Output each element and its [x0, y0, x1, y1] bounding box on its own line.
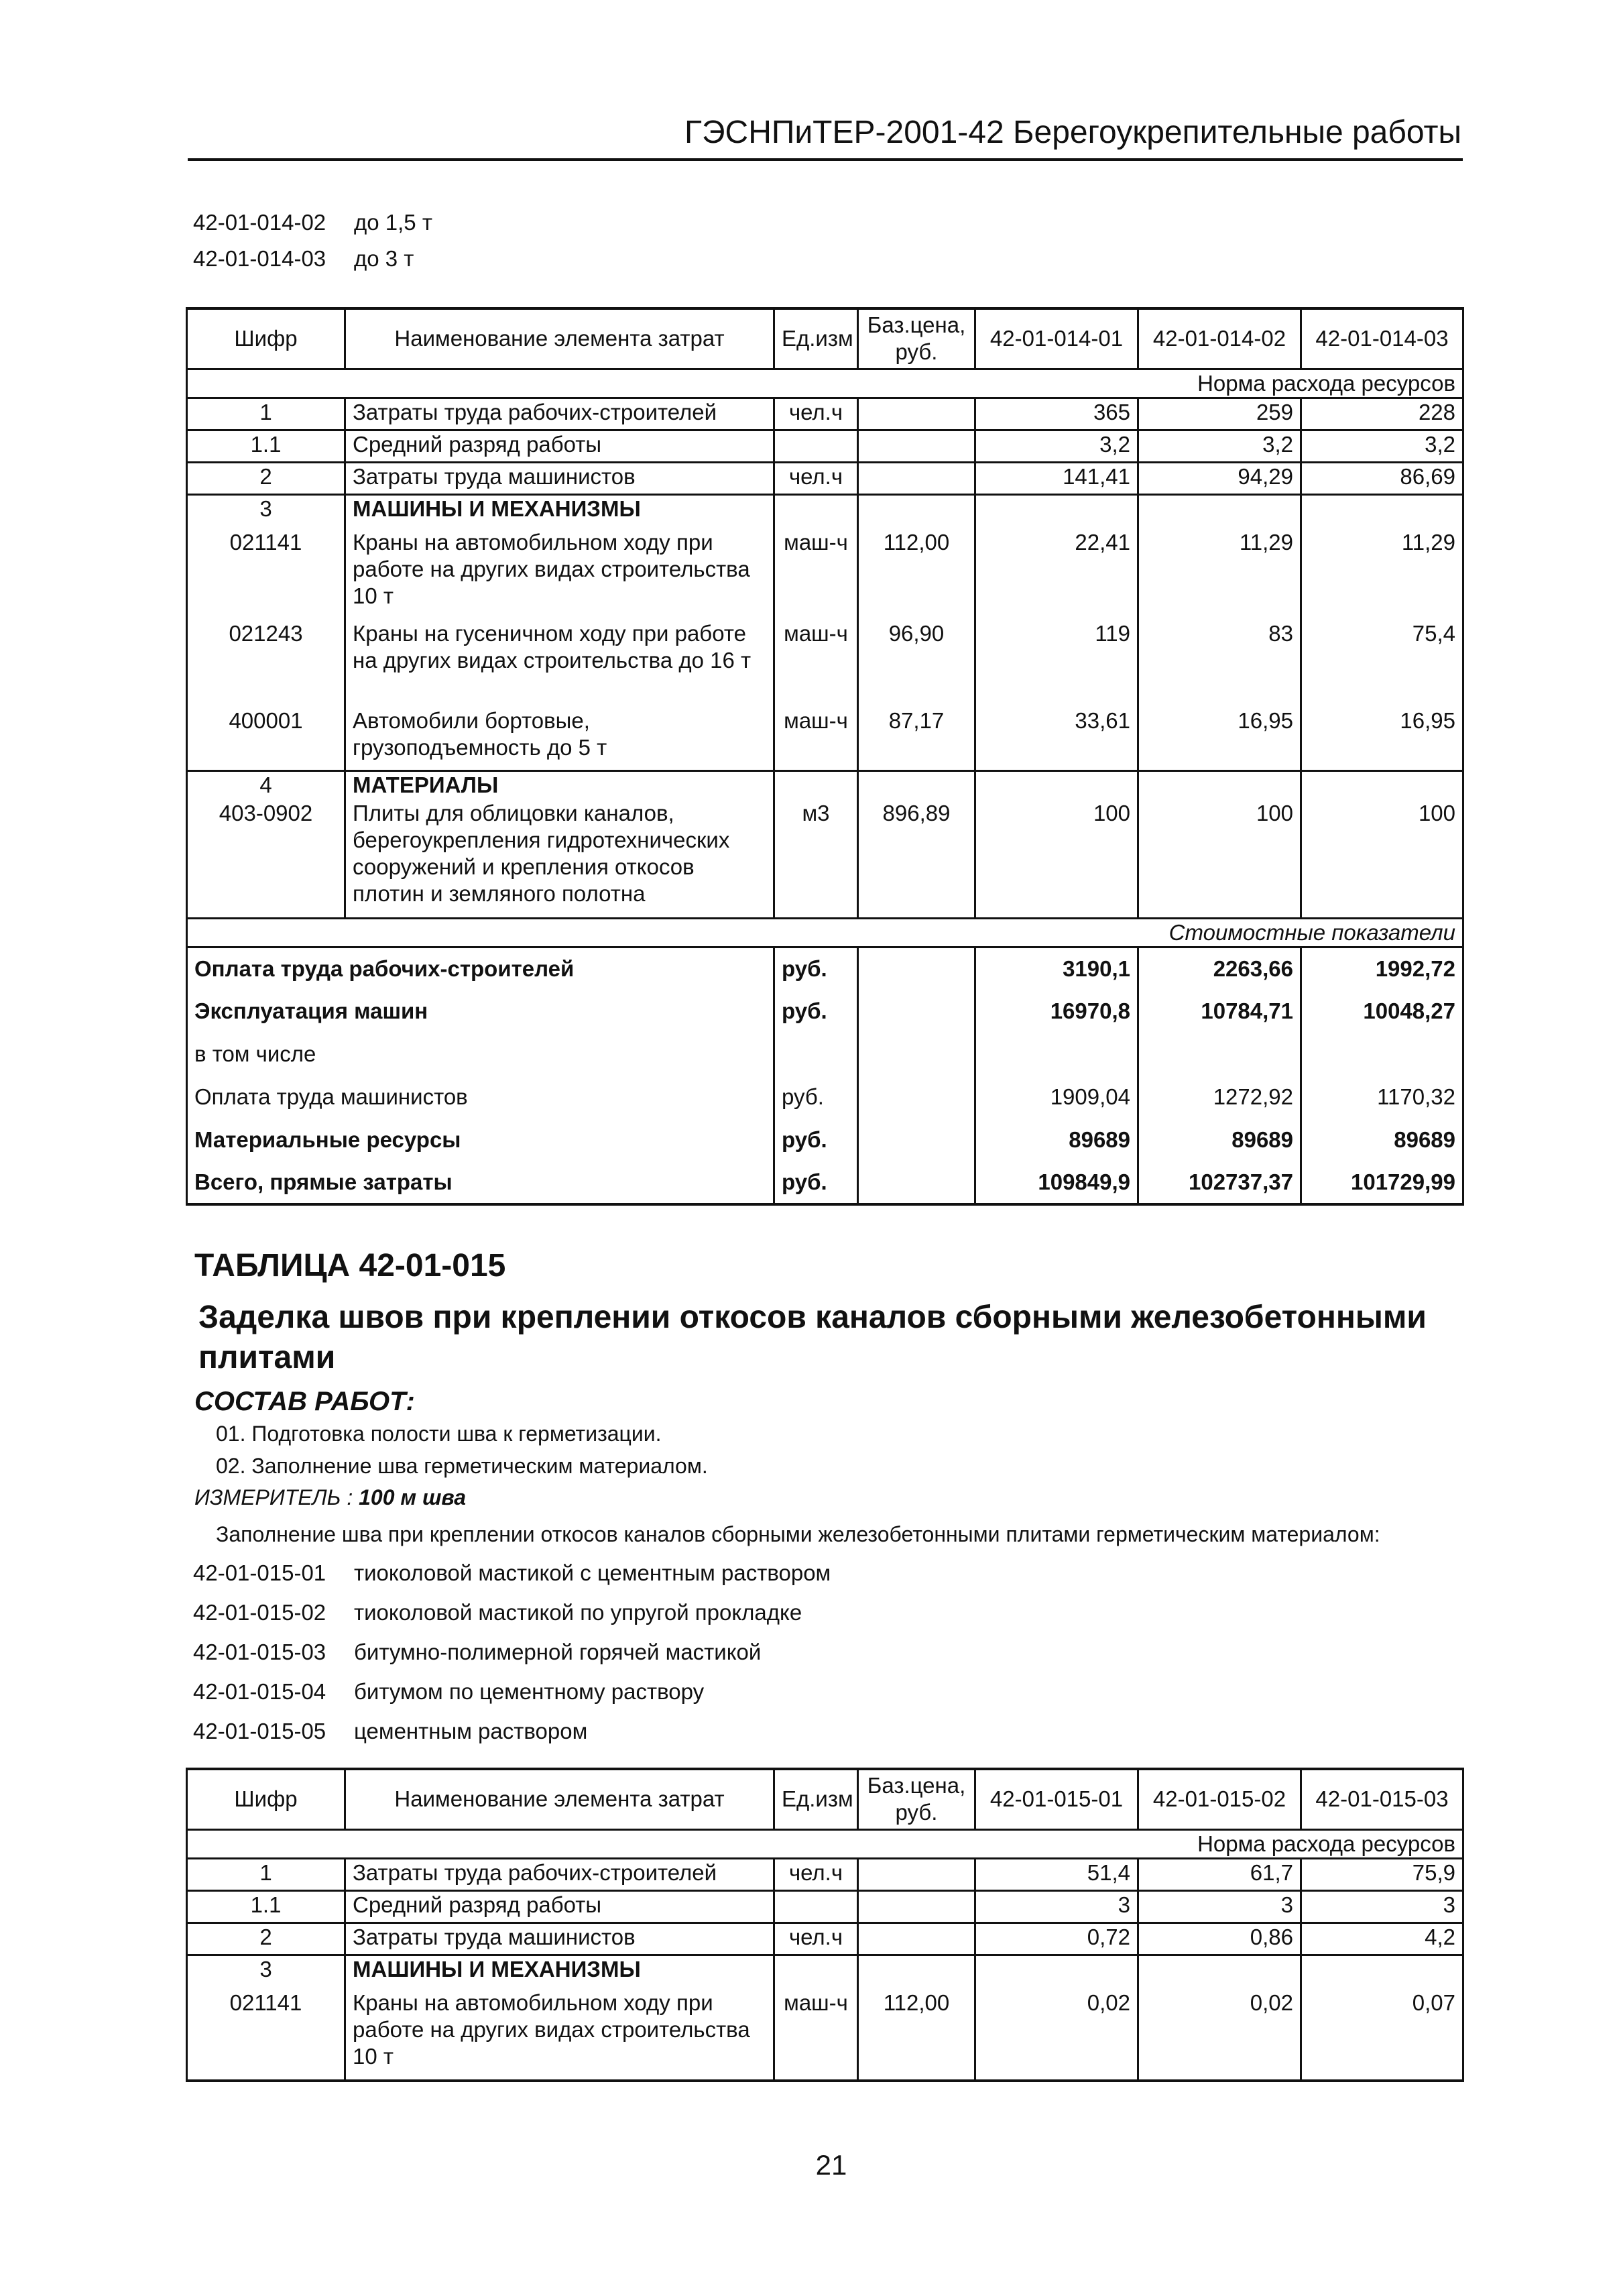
- col-header-name: Наименование элемента затрат: [345, 308, 774, 369]
- list-item: 42-01-015-04 битумом по цементному раствору: [193, 1679, 705, 1704]
- col-header-v3: 42-01-014-03: [1301, 308, 1463, 369]
- col-header-name: Наименование элемента затрат: [345, 1769, 774, 1829]
- table-row: 403-0902 Плиты для облицовки каналов, берегоукрепления гидротехнических сооружений и крепления откосов плотин и земляного полотна м3 896,89 100 100 100: [187, 800, 1463, 918]
- list-item: [193, 241, 432, 277]
- table-row: 400001 Автомобили бортовые, грузоподъемность до 5 т маш-ч 87,17 33,61 16,95 16,95: [187, 707, 1463, 770]
- cost-row: в том числе: [187, 1033, 1463, 1076]
- table-title: ТАБЛИЦА 42-01-015: [194, 1248, 506, 1283]
- page-number: 21: [815, 2149, 847, 2181]
- table-row: 021141 Краны на автомобильном ходу при работе на других видах строительства 10 т маш-ч 112,00 0,02 0,02 0,07: [187, 1986, 1463, 2081]
- col-header-v1: 42-01-015-01: [975, 1769, 1138, 1829]
- col-header-code: Шифр: [187, 308, 345, 369]
- col-header-v3: 42-01-015-03: [1301, 1769, 1463, 1829]
- col-header-code: Шифр: [187, 1769, 345, 1829]
- item-code: 42-01-014-03: [193, 246, 326, 271]
- table-row: 2 Затраты труда машинистов чел.ч 141,41 94,29 86,69: [187, 462, 1463, 494]
- list-item: [193, 205, 432, 241]
- section-code-list: [193, 1553, 831, 1751]
- list-item: 42-01-015-03 битумно-полимерной горячей мастикой: [193, 1640, 762, 1664]
- cost-row: Материальные ресурсы руб. 89689 89689 89689: [187, 1118, 1463, 1161]
- resource-table-014: [186, 307, 1464, 1206]
- table-row: 3 МАШИНЫ И МЕХАНИЗМЫ: [187, 1955, 1463, 1986]
- cost-row: Оплата труда машинистов руб. 1909,04 1272,92 1170,32: [187, 1076, 1463, 1118]
- work-composition-title: СОСТАВ РАБОТ:: [194, 1387, 415, 1416]
- top-code-list: [193, 205, 432, 277]
- cost-row: Всего, прямые затраты руб. 109849,9 102737,37 101729,99: [187, 1161, 1463, 1204]
- item-text: до 3 т: [354, 246, 414, 271]
- table-row: 3 МАШИНЫ И МЕХАНИЗМЫ: [187, 494, 1463, 525]
- table-row: 021141 Краны на автомобильном ходу при работе на других видах строительства 10 т маш-ч 112,00 22,41 11,29 11,29: [187, 525, 1463, 620]
- list-item: 42-01-015-01 тиоколовой мастикой с цементным раствором: [193, 1560, 831, 1585]
- col-header-v1: 42-01-014-01: [975, 308, 1138, 369]
- list-item: 42-01-015-05 цементным раствором: [193, 1719, 588, 1743]
- col-header-v2: 42-01-014-02: [1138, 308, 1301, 369]
- col-header-unit: Ед.изм: [774, 308, 858, 369]
- measure-value: 100 м шва: [359, 1485, 467, 1509]
- table-row: 2 Затраты труда машинистов чел.ч 0,72 0,86 4,2: [187, 1922, 1463, 1955]
- col-header-price: Баз.цена, руб.: [858, 1769, 975, 1829]
- resource-table-015: [186, 1768, 1464, 2082]
- table-row: 1.1 Средний разряд работы 3 3 3: [187, 1890, 1463, 1922]
- table-row: 1.1 Средний разряд работы 3,2 3,2 3,2: [187, 430, 1463, 462]
- running-header: ГЭСНПиТЕР-2001-42 Берегоукрепительные работы: [684, 115, 1461, 150]
- item-text: до 1,5 т: [354, 210, 432, 235]
- measure-label: ИЗМЕРИТЕЛЬ :: [194, 1485, 353, 1509]
- cost-row: Эксплуатация машин руб. 16970,8 10784,71 10048,27: [187, 990, 1463, 1033]
- intro-text: Заполнение шва при креплении откосов каналов сборными железобетонными плитами герметическим материалом:: [216, 1522, 1380, 1546]
- table-row: 021243 Краны на гусеничном ходу при работе на других видах строительства до 16 т маш-ч 96,90 119 83 75,4: [187, 620, 1463, 707]
- col-header-v2: 42-01-015-02: [1138, 1769, 1301, 1829]
- list-item: 42-01-015-02 тиоколовой мастикой по упругой прокладке: [193, 1600, 802, 1625]
- section-subtitle: Заделка швов при креплении откосов каналов сборными железобетонными плитами: [198, 1300, 1427, 1375]
- col-header-unit: Ед.изм: [774, 1769, 858, 1829]
- norm-caption: Норма расхода ресурсов: [187, 369, 1463, 398]
- work-item: 02. Заполнение шва герметическим материалом.: [216, 1454, 708, 1478]
- item-code: 42-01-014-02: [193, 210, 326, 235]
- header-rule: [188, 158, 1463, 161]
- table-row: 4 МАТЕРИАЛЫ: [187, 770, 1463, 800]
- table-row: 1 Затраты труда рабочих-строителей чел.ч 51,4 61,7 75,9: [187, 1858, 1463, 1890]
- norm-caption: Норма расхода ресурсов: [187, 1829, 1463, 1858]
- cost-caption: Стоимостные показатели: [187, 918, 1463, 947]
- work-item: 01. Подготовка полости шва к герметизации.: [216, 1422, 662, 1446]
- col-header-price: Баз.цена, руб.: [858, 308, 975, 369]
- table-row: 1 Затраты труда рабочих-строителей чел.ч 365 259 228: [187, 398, 1463, 430]
- cost-row: Оплата труда рабочих-строителей руб. 3190,1 2263,66 1992,72: [187, 947, 1463, 990]
- measure-line: [194, 1485, 466, 1510]
